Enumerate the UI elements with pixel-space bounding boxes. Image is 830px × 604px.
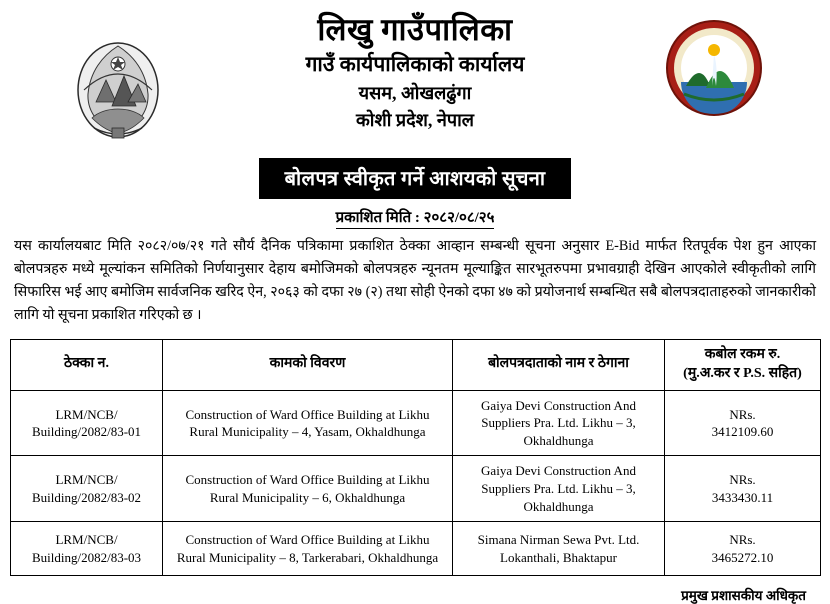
cell-amount: NRs. 3412109.60 bbox=[665, 390, 821, 456]
nepal-national-emblem bbox=[72, 32, 164, 142]
cell-amount: NRs. 3465272.10 bbox=[665, 522, 821, 576]
table-header-row bbox=[11, 340, 821, 391]
bids-table bbox=[10, 339, 821, 576]
office-title: गाउँ कार्यपालिकाको कार्यालय bbox=[305, 51, 525, 76]
published-date: प्रकाशित मिति : २०८२/०८/२५ bbox=[336, 207, 495, 229]
cell-bidder: Simana Nirman Sewa Pvt. Ltd. Lokanthali, Bhaktapur bbox=[453, 522, 665, 576]
column-header-amount: कबोल रकम रु. (मु.अ.कर र P.S. सहित) bbox=[665, 340, 821, 391]
office-location: यसम, ओखलढुंगा bbox=[358, 83, 472, 104]
table-row bbox=[11, 390, 821, 456]
likhu-rural-municipality-logo bbox=[666, 20, 762, 116]
cell-amount: NRs. 3433430.11 bbox=[665, 456, 821, 522]
cell-contract-no: LRM/NCB/ Building/2082/83-03 bbox=[11, 522, 163, 576]
table-row bbox=[11, 522, 821, 576]
column-header-contract-no: ठेक्का न. bbox=[11, 340, 163, 391]
signature-block: प्रमुख प्रशासकीय अधिकृत bbox=[681, 588, 806, 604]
table-row bbox=[11, 456, 821, 522]
notice-banner-wrap bbox=[10, 158, 820, 199]
column-header-work-description: कामको विवरण bbox=[163, 340, 453, 391]
cell-bidder: Gaiya Devi Construction And Suppliers Pra. Ltd. Likhu – 3, Okhaldhunga bbox=[453, 456, 665, 522]
cell-bidder: Gaiya Devi Construction And Suppliers Pra. Ltd. Likhu – 3, Okhaldhunga bbox=[453, 390, 665, 456]
cell-work-description: Construction of Ward Office Building at Likhu Rural Municipality – 4, Yasam, Okhaldhunga bbox=[163, 390, 453, 456]
cell-contract-no: LRM/NCB/ Building/2082/83-02 bbox=[11, 456, 163, 522]
cell-work-description: Construction of Ward Office Building at Likhu Rural Municipality – 8, Tarkerabari, Okhaldhunga bbox=[163, 522, 453, 576]
cell-contract-no: LRM/NCB/ Building/2082/83-01 bbox=[11, 390, 163, 456]
organization-title: लिखु गाउँपालिका bbox=[317, 12, 513, 47]
document-header bbox=[10, 6, 820, 154]
cell-work-description: Construction of Ward Office Building at Likhu Rural Municipality – 6, Okhaldhunga bbox=[163, 456, 453, 522]
office-province: कोशी प्रदेश, नेपाल bbox=[355, 110, 474, 131]
notice-banner: बोलपत्र स्वीकृत गर्ने आशयको सूचना bbox=[259, 158, 572, 199]
published-date-wrap bbox=[10, 207, 820, 229]
notice-body-text: यस कार्यालयबाट मिति २०८२/०७/२१ गते सौर्य दैनिक पत्रिकामा प्रकाशित ठेक्का आव्हान सम्बन्धी सूचना अनुसार E-Bid मार्फत रितपूर्वक पेश हुन आएका बोलपत्रहरु मध्ये मूल्यांकन समितिको निर्णयानुसार देहाय बमोजिमको बोलपत्रहरु न्यूनतम मूल्याङ्कित सारभूतरुपमा प्रभावग्राही देखिन आएकोले स्वीकृतीको लागि सिफारिस भई आए बमोजिम सार्वजनिक खरिद ऐन, २०६३ को दफा २७ (२) तथा सोही ऐनको दफा ४७ को प्रयोजनार्थ सम्बन्धित सबै बोलपत्रदाताहरुको जानकारीको लागि यो सूचना प्रकाशित गरिएको छ । bbox=[14, 238, 816, 323]
column-header-bidder: बोलपत्रदाताको नाम र ठेगाना bbox=[453, 340, 665, 391]
